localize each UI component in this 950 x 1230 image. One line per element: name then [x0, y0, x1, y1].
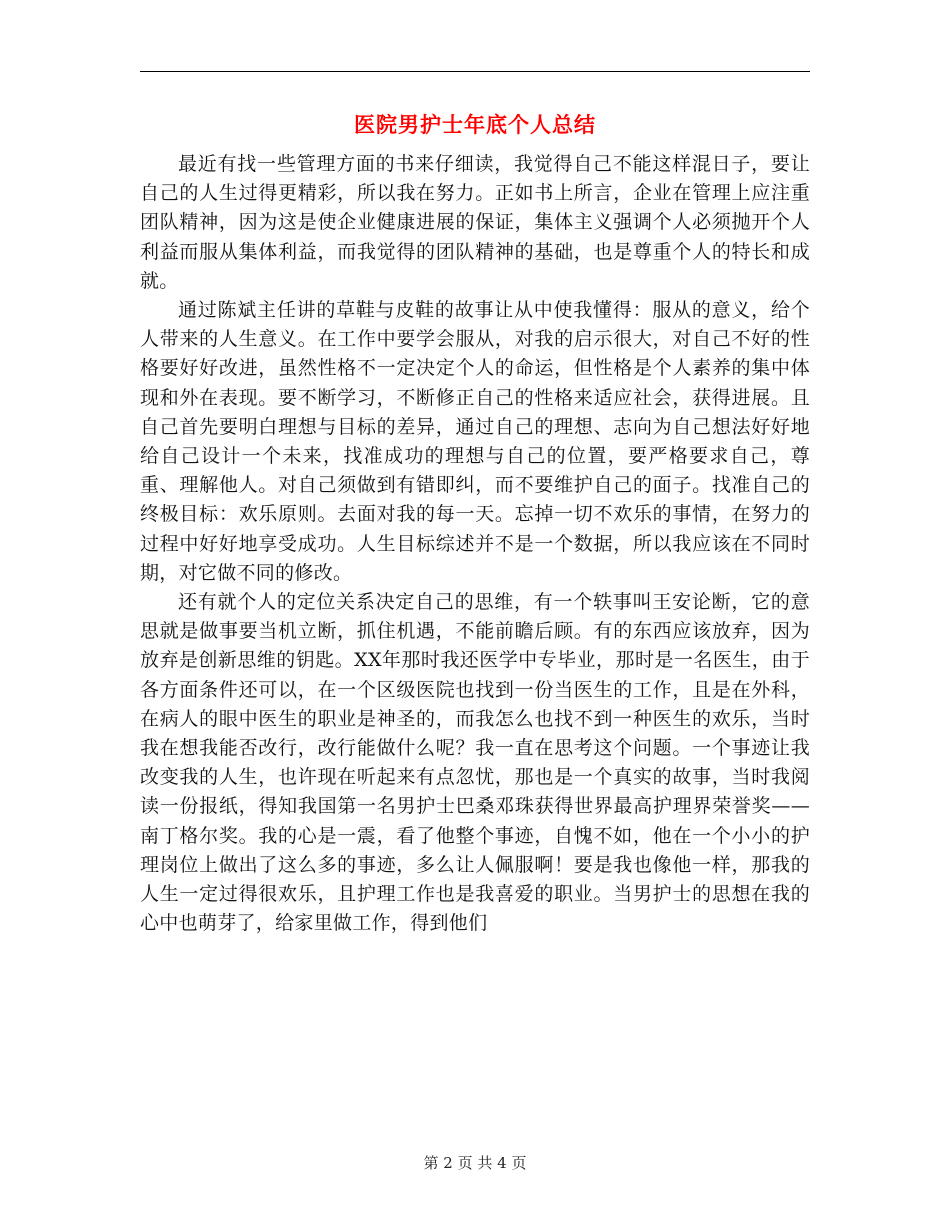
page-footer: 第 2 页 共 4 页 [423, 1154, 527, 1172]
document-title: 医院男护士年底个人总结 [354, 113, 596, 137]
paragraph: 通过陈斌主任讲的草鞋与皮鞋的故事让从中使我懂得：服从的意义，给个人带来的人生意义。在工作中要学会服从，对我的启示很大，对自己不好的性格要好好改进，虽然性格不一定决定个人的命运，但性格是个人素养的集中体现和外在表现。要不断学习，不断修正自己的性格来适应社会，获得进展。且自己首先要明白理想与目标的差异，通过自己的理想、志向为自己想法好好地给自己设计一个未来，找准成功的理想与自己的位置，要严格要求自己，尊重、理解他人。对自己须做到有错即纠，而不要维护自己的面子。找准自己的终极目标：欢乐原则。去面对我的每一天。忘掉一切不欢乐的事情，在努力的过程中好好地享受成功。人生目标综述并不是一个数据，所以我应该在不同时期，对它做不同的修改。 [140, 299, 810, 584]
header-rule [140, 71, 810, 72]
paragraph: 最近有找一些管理方面的书来仔细读，我觉得自己不能这样混日子，要让自己的人生过得更精彩，所以我在努力。正如书上所言，企业在管理上应注重团队精神，因为这是使企业健康进展的保证，集体主义强调个人必须抛开个人利益而服从集体利益，而我觉得的团队精神的基础，也是尊重个人的特长和成就。 [140, 153, 810, 292]
paragraph: 还有就个人的定位关系决定自己的思维，有一个轶事叫王安论断，它的意思就是做事要当机立断，抓住机遇，不能前瞻后顾。有的东西应该放弃，因为放弃是创新思维的钥匙。XX年那时我还医学中专毕业，那时是一名医生，由于各方面条件还可以，在一个区级医院也找到一份当医生的工作，且是在外科，在病人的眼中医生的职业是神圣的，而我怎么也找不到一种医生的欢乐，当时我在想我能否改行，改行能做什么呢？我一直在思考这个问题。一个事迹让我改变我的人生，也许现在听起来有点忽忧，那也是一个真实的故事，当时我阅读一份报纸，得知我国第一名男护士巴桑邓珠获得世界最高护理界荣誉奖——南丁格尔奖。我的心是一震，看了他整个事迹，自愧不如，他在一个小小的护理岗位上做出了这么多的事迹，多么让人佩服啊！要是我也像他一样，那我的人生一定过得很欢乐，且护理工作也是我喜爱的职业。当男护士的思想在我的心中也萌芽了，给家里做工作，得到他们 [140, 591, 810, 935]
document-body [140, 150, 810, 938]
